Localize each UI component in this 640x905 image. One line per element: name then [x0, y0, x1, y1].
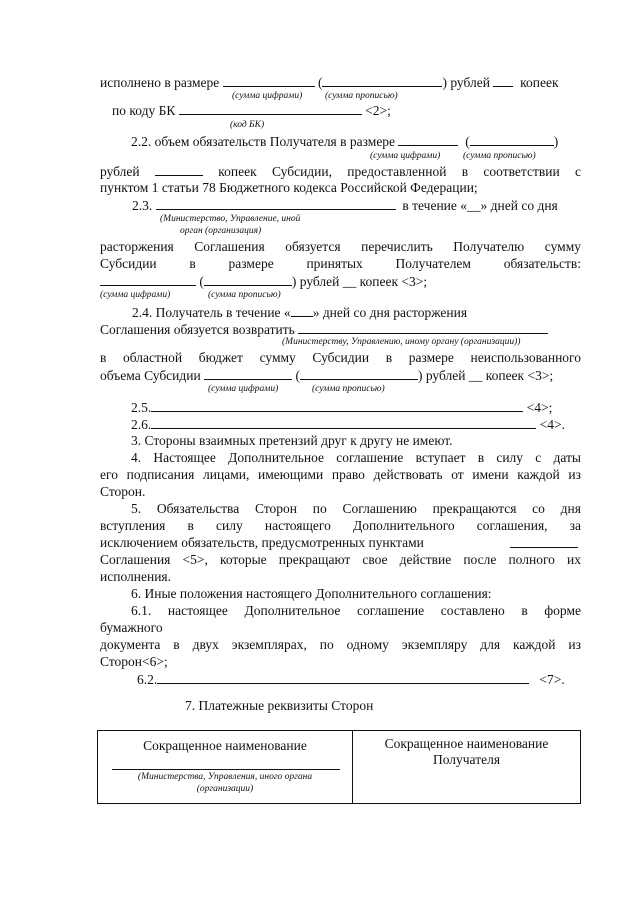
left-underline [112, 769, 340, 770]
p23-line1: 2.3. в течение «__» дней со дня [132, 198, 558, 213]
left-title: Сокращенное наименование [143, 738, 307, 753]
p4-line1: 4. Настоящее Дополнительное соглашение вступает в силу с даты [131, 450, 581, 465]
l1-text: исполнено в размере ( ) рублей копеек [100, 75, 559, 90]
p5-line3: исключением обязательств, предусмотренных пунктами [100, 535, 424, 550]
p23-line3: Субсидии в размере принятых Получателем обязательств: [100, 256, 581, 271]
p25: 2.5. <4>; [131, 400, 553, 415]
p62: 6.2. <7>. [137, 672, 565, 687]
p61-line2: бумажного [100, 620, 163, 635]
p23-line2: расторжения Соглашения обязуется перечислить Получателю сумму [100, 239, 581, 254]
p24-line3: в областной бюджет сумму Субсидии в размере неиспользованного [100, 350, 581, 365]
l1-hint-b: (сумма прописью) [325, 91, 398, 101]
p5-line5: исполнения. [100, 569, 172, 584]
p23-hint3-b: (сумма прописью) [208, 290, 281, 300]
p23-hint2: орган (организация) [180, 226, 262, 236]
p22-hint-b: (сумма прописью) [463, 151, 536, 161]
requisites-left-cell [98, 731, 353, 804]
p5-line2: вступления в силу настоящего Дополнительного соглашения, за [100, 518, 581, 533]
l2-hint: (код БК) [230, 120, 265, 130]
left-hint2: (организации) [196, 784, 254, 794]
l2-text: по коду БК <2>; [112, 103, 391, 118]
p61-line4: Сторон<6>; [100, 654, 168, 669]
p5-line4: Соглашения <5>, которые прекращают свое действие после полного их [100, 552, 581, 567]
p3: 3. Стороны взаимных претензий друг к другу не имеют. [131, 433, 453, 448]
p23-line4: ( ) рублей __ копеек <3>; [100, 273, 427, 290]
left-hint1: (Министерства, Управления, иного органа [137, 772, 313, 782]
p5-line3-blank [510, 535, 578, 552]
p5-line1: 5. Обязательства Сторон по Соглашению прекращаются со дня [131, 501, 581, 516]
requisites-right-cell [353, 731, 581, 804]
p4-line2: его подписания лицами, имеющими право действовать от имени каждой из [100, 467, 581, 482]
p24-line4: объема Субсидии ( ) рублей __ копеек <3>; [100, 368, 554, 383]
section-7-title: 7. Платежные реквизиты Сторон [185, 698, 374, 713]
requisites-table [97, 730, 581, 804]
p24-hint2-b: (сумма прописью) [312, 384, 385, 394]
p24-hint2-a: (сумма цифрами) [208, 384, 279, 394]
p61-line3: документа в двух экземплярах, по одному экземпляру для каждой из [100, 637, 581, 652]
p23-hint3-a: (сумма цифрами) [100, 290, 171, 300]
p22-hint-a: (сумма цифрами) [370, 151, 441, 161]
p24-line1: 2.4. Получатель в течение « » дней со дня расторжения [132, 305, 468, 320]
p22-text: 2.2. объем обязательств Получателя в размере ( ) [131, 134, 559, 149]
p26: 2.6. <4>. [131, 417, 565, 432]
p22-line3: пунктом 1 статьи 78 Бюджетного кодекса Российской Федерации; [100, 180, 478, 195]
p22-line2: рублей копеек Субсидии, предоставленной в соответствии с [100, 164, 582, 179]
p24-line2: Соглашения обязуется возвратить [100, 321, 548, 338]
p4-line3: Сторон. [100, 484, 146, 499]
right-line2: Получателя [432, 752, 501, 767]
p61-line1: 6.1. настоящее Дополнительное соглашение составлено в форме [131, 603, 581, 618]
l1-hint-a: (сумма цифрами) [232, 91, 303, 101]
right-line1: Сокращенное наименование [384, 736, 549, 751]
p6: 6. Иные положения настоящего Дополнительного соглашения: [131, 586, 492, 601]
p24-hint: (Министерству, Управлению, иному органу (организации)) [282, 337, 521, 347]
p23-hint1: (Министерство, Управление, иной [160, 214, 301, 224]
